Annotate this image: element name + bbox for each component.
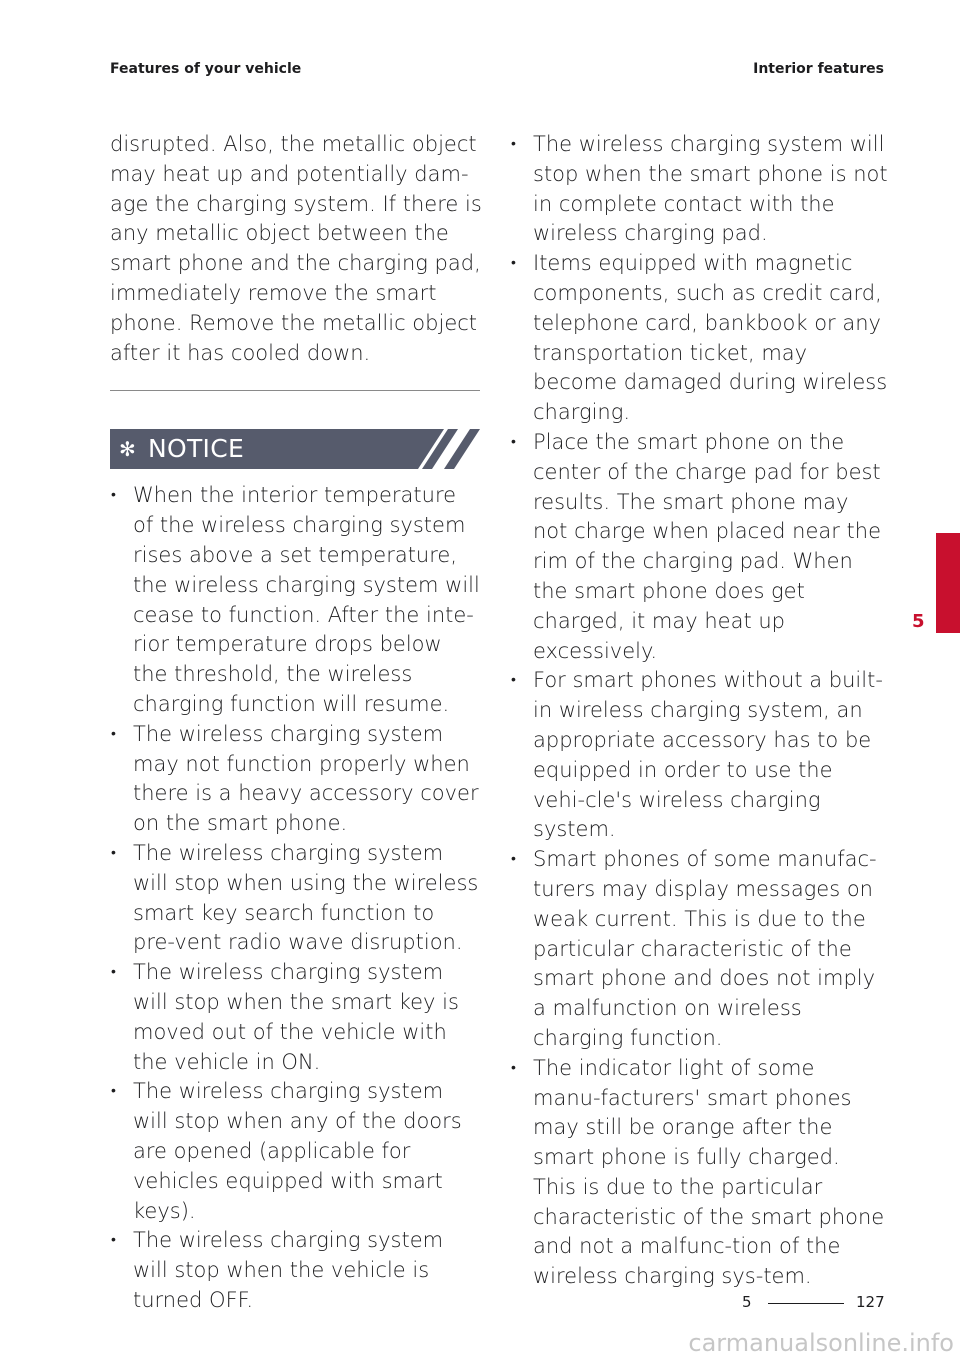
bullet-icon: •: [511, 672, 516, 689]
list-item-text: The wireless charging system will stop when the smart key is moved out of the vehicle with the vehicle in ON.: [133, 960, 459, 1074]
intro-paragraph: disrupted. Also, the metallic object may heat up and potentially dam-age the charging system. If there is any metallic object between the smart phone and the charging pad, immediately remove the smart phone. Remove the metallic object after it has cooled down.: [110, 132, 482, 365]
list-item-text: Smart phones of some manufac-turers may display messages on weak current. This is due to the particular characteristic of the smart phone and does not imply a malfunction on wireless charging function.: [533, 847, 877, 1050]
bullet-icon: •: [511, 851, 516, 868]
bullet-icon: •: [111, 487, 116, 504]
bullet-icon: •: [511, 433, 516, 450]
footer-divider: [768, 1303, 844, 1304]
list-item: [510, 249, 888, 428]
list-item: [510, 1054, 888, 1292]
chapter-side-tab-number: 5: [912, 611, 925, 632]
list-item-text: The wireless charging system will stop when the smart phone is not in complete contact with the wireless charging pad.: [533, 132, 888, 246]
chapter-side-tab: [936, 533, 960, 633]
notice-bullet-list-right: [510, 130, 888, 1292]
bullet-icon: •: [511, 136, 516, 152]
footer-page-number: 127: [856, 1293, 885, 1311]
list-item-text: For smart phones without a built-in wireless charging system, an appropriate accessory has to be equipped in order to use the vehi-cle's wireless charging system.: [533, 668, 883, 842]
left-column: [110, 130, 482, 1316]
list-item: [110, 1077, 482, 1226]
notice-banner: [110, 429, 480, 469]
list-item: [510, 666, 888, 845]
bullet-icon: •: [111, 844, 116, 861]
list-item: [110, 1226, 482, 1315]
running-header-chapter: Interior features: [753, 61, 884, 77]
list-item: [110, 958, 482, 1077]
list-item-text: Place the smart phone on the center of the charge pad for best results. The smart phone may not charge when placed near the rim of the charging pad. When the smart phone does get charged, it may heat up excessively.: [533, 429, 882, 663]
section-divider: [110, 390, 480, 391]
footer-chapter-number: 5: [742, 1293, 752, 1311]
running-header-section: Features of your vehicle: [110, 61, 302, 77]
list-item-text: The wireless charging system will stop when any of the doors are opened (applicable for vehicles equipped with smart keys).: [133, 1079, 462, 1223]
watermark-text: carmanualsonline.info: [688, 1329, 954, 1357]
list-item-text: When the interior temperature of the wireless charging system rises above a set temperature, the wireless charging system will cease to function. After the inte-rior temperature drops below the threshold, the wireless charging function will resume.: [133, 483, 480, 716]
list-item-text: The indicator light of some manu-facturers' smart phones may still be orange after the smart phone is fully charged. This is due to the particular characteristic of the smart phone and not a malfunc-tion of the wireless charging sys-tem.: [533, 1055, 885, 1289]
list-item: [110, 481, 482, 719]
bullet-icon: •: [111, 1083, 116, 1100]
right-column: [510, 130, 888, 1292]
bullet-icon: •: [111, 725, 116, 742]
list-item: [510, 428, 888, 666]
bullet-icon: •: [111, 964, 116, 981]
list-item: [110, 720, 482, 839]
asterisk-icon: ✻: [119, 437, 136, 462]
list-item-text: Items equipped with magnetic components, such as credit card, telephone card, bankbook or any transportation ticket, may become damaged during wireless charging.: [533, 251, 888, 425]
list-item-text: The wireless charging system will stop when the vehicle is turned OFF.: [133, 1228, 444, 1312]
list-item: [510, 845, 888, 1054]
list-item: [510, 130, 888, 249]
notice-title: NOTICE: [148, 434, 245, 464]
list-item-text: The wireless charging system may not function properly when there is a heavy accessory cover on the smart phone.: [133, 721, 479, 836]
list-item: [110, 839, 482, 958]
bullet-icon: •: [111, 1232, 116, 1249]
bullet-icon: •: [511, 1059, 516, 1076]
slash-stripes-icon: [418, 429, 480, 469]
notice-bullet-list-left: [110, 481, 482, 1315]
list-item-text: The wireless charging system will stop when using the wireless smart key search function to pre-vent radio wave disruption.: [133, 840, 479, 955]
bullet-icon: •: [511, 255, 516, 272]
